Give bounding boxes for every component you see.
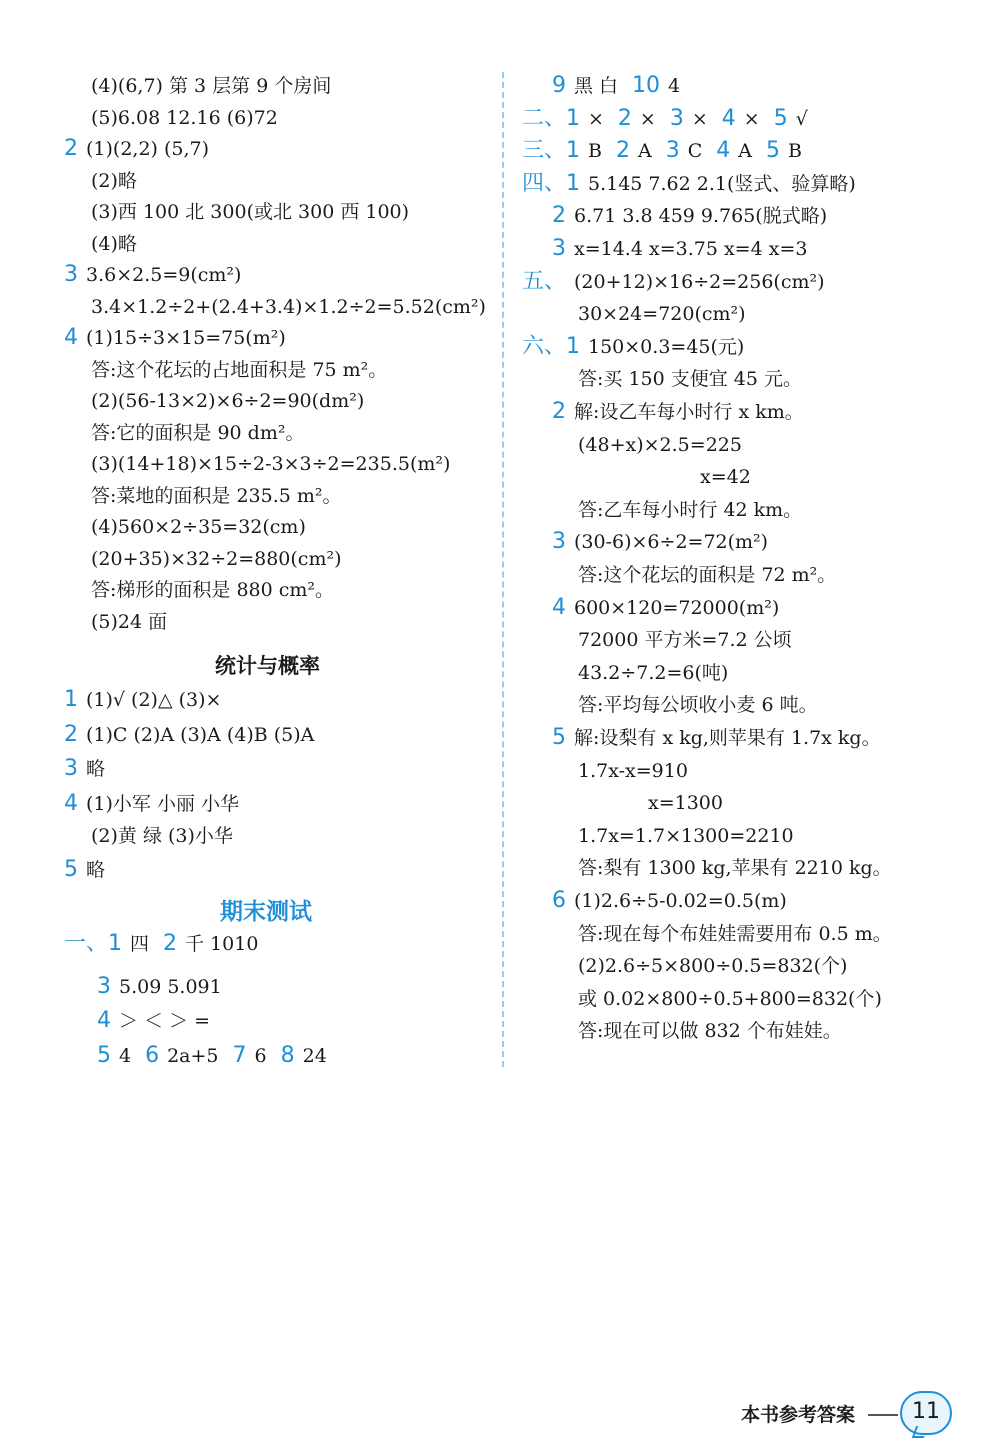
page-badge-tail xyxy=(912,1426,928,1438)
answer-text: (2)黄 绿 (3)小华 xyxy=(91,824,233,847)
answer-line xyxy=(578,561,836,589)
answer-line xyxy=(97,1042,327,1070)
answer-line xyxy=(522,268,825,296)
answer-line xyxy=(578,920,892,948)
answer-text: 答:这个花坛的面积是 72 m²。 xyxy=(578,564,837,586)
answer-text: (1)2.6÷5-0.02=0.5(m) xyxy=(574,890,787,912)
answer-text: (1)15÷3×15=75(m²) xyxy=(86,327,286,349)
question-number: 三、1 xyxy=(522,138,580,164)
answer-text: (4)560×2÷35=32(cm) xyxy=(91,516,306,538)
answer-text: 黑 白 xyxy=(574,75,619,97)
answer-line xyxy=(552,528,768,556)
answer-line xyxy=(91,198,409,226)
answer-text: (5)6.08 12.16 (6)72 xyxy=(91,106,278,129)
answer-text: 6 xyxy=(254,1045,267,1067)
question-number: 4 xyxy=(64,790,78,816)
answer-text: 答:乙车每小时行 42 km。 xyxy=(578,498,803,521)
question-number: 6 xyxy=(145,1043,160,1068)
page-number: 11 xyxy=(900,1391,952,1435)
answer-text: √ xyxy=(795,107,808,130)
answer-line xyxy=(578,822,794,850)
question-number: 3 xyxy=(64,756,78,781)
question-number: 4 xyxy=(721,105,736,131)
answer-text: B xyxy=(588,140,602,163)
answer-text: (4)(6,7) 第 3 层第 9 个房间 xyxy=(91,75,332,97)
answer-line xyxy=(522,170,856,198)
question-number: 六、1 xyxy=(522,333,580,359)
question-number: 4 xyxy=(552,594,566,620)
answer-line xyxy=(91,450,450,478)
answer-line xyxy=(578,496,802,524)
answer-text: × xyxy=(743,107,760,130)
question-number: 5 xyxy=(552,725,566,750)
answer-text: (1)√ (2)△ (3)× xyxy=(86,689,222,711)
answer-text: (30-6)×6÷2=72(m²) xyxy=(574,531,769,554)
answer-text: 或 0.02×800÷0.5+800=832(个) xyxy=(578,987,882,1010)
question-number: 4 xyxy=(97,1008,111,1033)
answer-line xyxy=(91,72,331,100)
answer-text: (2)(56-13×2)×6÷2=90(dm²) xyxy=(91,390,365,412)
question-number: 2 xyxy=(617,105,632,131)
answer-line xyxy=(91,387,364,415)
answer-text: 答:买 150 支便宜 45 元。 xyxy=(578,368,803,391)
answer-line xyxy=(522,333,744,361)
answer-text: 答:现在每个布娃娃需要用布 0.5 m。 xyxy=(578,922,892,945)
question-number: 5 xyxy=(765,138,780,164)
question-number: 5 xyxy=(97,1043,111,1068)
answer-text: 4 xyxy=(119,1045,132,1067)
answer-line xyxy=(552,398,804,426)
answer-line xyxy=(552,202,827,230)
answer-line xyxy=(552,887,787,915)
question-number: 四、1 xyxy=(522,170,580,196)
answer-text: 答:菜地的面积是 235.5 m²。 xyxy=(91,484,342,507)
answer-text: 答:平均每公顷收小麦 6 吨。 xyxy=(578,694,818,717)
answer-line xyxy=(64,790,239,818)
question-number: 3 xyxy=(665,138,680,164)
question-number: 4 xyxy=(716,138,731,164)
answer-line xyxy=(91,419,304,447)
answer-line xyxy=(552,594,779,622)
answer-line xyxy=(648,789,723,817)
question-number: 8 xyxy=(280,1043,295,1068)
answer-text: B xyxy=(787,140,802,163)
answer-line xyxy=(552,235,807,263)
question-number: 10 xyxy=(632,73,661,98)
answer-text: × xyxy=(691,107,708,130)
answer-text: A xyxy=(637,140,652,163)
answer-text: (20+35)×32÷2=880(cm²) xyxy=(91,547,342,570)
question-number: 7 xyxy=(232,1043,247,1068)
answer-text: 72000 平方米=7.2 公顷 xyxy=(578,629,792,652)
answer-text: x=1300 xyxy=(648,792,723,815)
answer-text: 四 xyxy=(130,933,150,955)
answer-line xyxy=(578,365,802,393)
question-number: 3 xyxy=(552,529,566,555)
question-number: 6 xyxy=(552,888,566,913)
answer-text: (2)2.6÷5×800÷0.5=832(个) xyxy=(578,955,848,978)
question-number: 2 xyxy=(552,203,566,229)
answer-text: A xyxy=(738,140,752,163)
answer-line xyxy=(578,854,892,882)
answer-text: 略 xyxy=(86,758,106,780)
question-number: 3 xyxy=(552,236,566,261)
answer-text: (2)略 xyxy=(91,169,137,192)
answer-line xyxy=(97,1007,210,1035)
answer-line xyxy=(578,626,792,654)
question-number: 2 xyxy=(64,721,78,747)
answer-text: ＞ ＜ ＞ = xyxy=(119,1010,211,1032)
answer-line xyxy=(91,356,387,384)
answer-text: 4 xyxy=(668,75,681,97)
answer-line xyxy=(64,755,105,783)
answer-text: 解:设乙车每小时行 x km。 xyxy=(574,401,804,423)
answer-line xyxy=(91,293,486,321)
question-number: 5 xyxy=(64,857,78,882)
answer-line xyxy=(522,105,808,133)
question-number: 1 xyxy=(64,687,78,712)
answer-text: × xyxy=(588,107,604,130)
answer-text: 5.09 5.091 xyxy=(119,976,222,998)
answer-text: (48+x)×2.5=225 xyxy=(578,433,742,456)
question-number: 五、 xyxy=(522,268,567,294)
answer-text: (4)略 xyxy=(91,232,137,255)
answer-text: 答:它的面积是 90 dm²。 xyxy=(91,421,305,444)
answer-line xyxy=(91,104,278,132)
answer-text: 解:设梨有 x kg,则苹果有 1.7x kg。 xyxy=(574,727,881,749)
answer-text: (1)(2,2) (5,7) xyxy=(86,138,210,160)
answer-line xyxy=(91,230,137,258)
answer-text: x=14.4 x=3.75 x=4 x=3 xyxy=(574,238,808,260)
answer-text: 6.71 3.8 459 9.765(脱式略) xyxy=(574,205,828,228)
answer-line xyxy=(578,757,688,785)
question-number: 二、1 xyxy=(522,105,580,131)
answer-line xyxy=(64,856,105,884)
answer-line xyxy=(552,724,881,752)
answer-line xyxy=(91,545,342,573)
answer-text: 1.7x-x=910 xyxy=(578,759,688,782)
answer-line xyxy=(64,930,258,958)
column-divider xyxy=(502,72,504,1067)
answer-text: 24 xyxy=(302,1045,327,1067)
answer-line xyxy=(97,973,222,1001)
answer-text: (5)24 面 xyxy=(91,610,168,633)
answer-text: 答:梯形的面积是 880 cm²。 xyxy=(91,579,335,601)
answer-line xyxy=(578,659,728,687)
answer-line xyxy=(64,721,314,749)
answer-text: 千 1010 xyxy=(185,933,259,955)
answer-text: C xyxy=(687,140,703,163)
answer-line xyxy=(578,691,818,719)
question-number: 一、1 xyxy=(64,931,122,956)
answer-text: 150×0.3=45(元) xyxy=(588,335,745,358)
answer-text: (3)西 100 北 300(或北 300 西 100) xyxy=(91,201,410,223)
answer-line xyxy=(91,822,233,850)
question-number: 2 xyxy=(163,931,178,956)
section-title-final-test: 期末测试 xyxy=(220,899,312,925)
answer-text: 600×120=72000(m²) xyxy=(574,596,780,619)
answer-line xyxy=(700,463,751,491)
answer-text: 3.6×2.5=9(cm²) xyxy=(86,264,242,286)
answer-text: 43.2÷7.2=6(吨) xyxy=(578,661,729,684)
answer-line xyxy=(64,135,209,163)
answer-line xyxy=(91,513,306,541)
answer-line xyxy=(64,324,286,352)
answer-line xyxy=(91,482,342,510)
answer-line xyxy=(91,167,137,195)
answer-text: 5.145 7.62 2.1(竖式、验算略) xyxy=(588,172,856,195)
answer-text: 略 xyxy=(86,859,106,881)
answer-text: (1)小军 小丽 小华 xyxy=(86,792,239,815)
answer-line xyxy=(91,576,334,604)
answer-text: (20+12)×16÷2=256(cm²) xyxy=(574,270,825,293)
answer-text: 30×24=720(cm²) xyxy=(578,303,746,326)
answer-text: (1)C (2)A (3)A (4)B (5)A xyxy=(86,723,315,746)
answer-line xyxy=(552,72,680,100)
answer-line xyxy=(578,431,742,459)
question-number: 3 xyxy=(97,974,111,999)
answer-line xyxy=(64,261,241,289)
answer-text: 答:现在可以做 832 个布娃娃。 xyxy=(578,1020,842,1043)
question-number: 9 xyxy=(552,73,566,98)
answer-text: 3.4×1.2÷2+(2.4+3.4)×1.2÷2=5.52(cm²) xyxy=(91,295,486,318)
footer-rule xyxy=(868,1414,898,1416)
footer-label: 本书参考答案 xyxy=(741,1404,856,1426)
answer-line xyxy=(578,952,847,980)
answer-text: 答:这个花坛的占地面积是 75 m²。 xyxy=(91,358,388,381)
question-number: 2 xyxy=(64,136,78,161)
answer-text: 2a+5 xyxy=(167,1045,219,1067)
answer-text: 答:梨有 1300 kg,苹果有 2210 kg。 xyxy=(578,857,892,880)
answer-line xyxy=(64,686,221,714)
answer-line xyxy=(578,1017,842,1045)
question-number: 2 xyxy=(552,399,566,424)
answer-line xyxy=(578,300,746,328)
answer-line xyxy=(578,985,882,1013)
answer-text: 1.7x=1.7×1300=2210 xyxy=(578,824,794,847)
section-title-statistics: 统计与概率 xyxy=(215,654,320,678)
question-number: 4 xyxy=(64,325,78,350)
question-number: 2 xyxy=(615,138,630,164)
question-number: 3 xyxy=(669,105,684,131)
question-number: 3 xyxy=(64,262,78,287)
answer-line xyxy=(522,137,802,165)
answer-text: (3)(14+18)×15÷2-3×3÷2=235.5(m²) xyxy=(91,453,451,475)
answer-line xyxy=(91,608,167,636)
question-number: 5 xyxy=(773,105,788,131)
answer-text: x=42 xyxy=(700,466,751,489)
answer-text: × xyxy=(639,107,656,130)
